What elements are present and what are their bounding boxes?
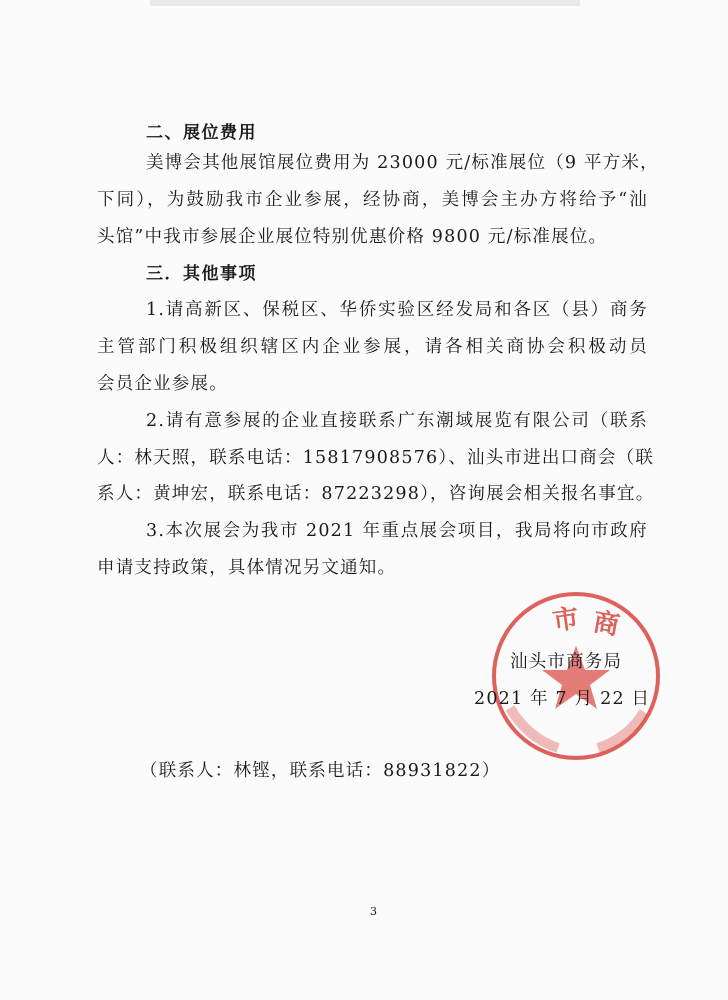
paragraph-line: 美博会其他展馆展位费用为 23000 元/标准展位（9 平方米， [146,153,659,173]
issue-date: 2021 年 7 月 22 日 [474,689,651,709]
paragraph-line: 申请支持政策，具体情况另文通知。 [97,558,397,578]
issuer-name: 汕头市商务局 [510,652,623,672]
seal-faded-text [510,708,558,748]
paragraph-line: 人：林天照，联系电话：15817908576）、汕头市进出口商会（联 [97,448,655,468]
contact-info: （联系人：林铿，联系电话：88931822） [140,761,501,781]
section-heading-fees: 二、展位费用 [146,123,257,143]
paragraph-line: 系人：黄坤宏，联系电话：87223298），咨询展会相关报名事宜。 [97,484,655,504]
paragraph-line: 2.请有意参展的企业直接联系广东潮域展览有限公司（联系 [146,411,648,431]
seal-text-char: 市 [550,603,581,637]
page-number: 3 [370,905,377,918]
seal-text-char: 商 [590,607,622,642]
paragraph-line: 头馆”中我市参展企业展位特别优惠价格 9800 元/标准展位。 [97,227,608,247]
official-seal [488,588,664,764]
scan-edge-mark [150,0,580,6]
paragraph-line: 下同），为鼓励我市企业参展，经协商，美博会主办方将给予“汕 [97,190,648,210]
paragraph-line: 会员企业参展。 [97,374,228,394]
paragraph-line: 3.本次展会为我市 2021 年重点展会项目，我局将向市政府 [146,521,648,541]
section-heading-other: 三．其他事项 [146,264,257,284]
paragraph-line: 主管部门积极组织辖区内企业参展，请各相关商协会积极动员 [97,337,648,357]
paragraph-line: 1.请高新区、保税区、华侨实验区经发局和各区（县）商务 [146,300,648,320]
